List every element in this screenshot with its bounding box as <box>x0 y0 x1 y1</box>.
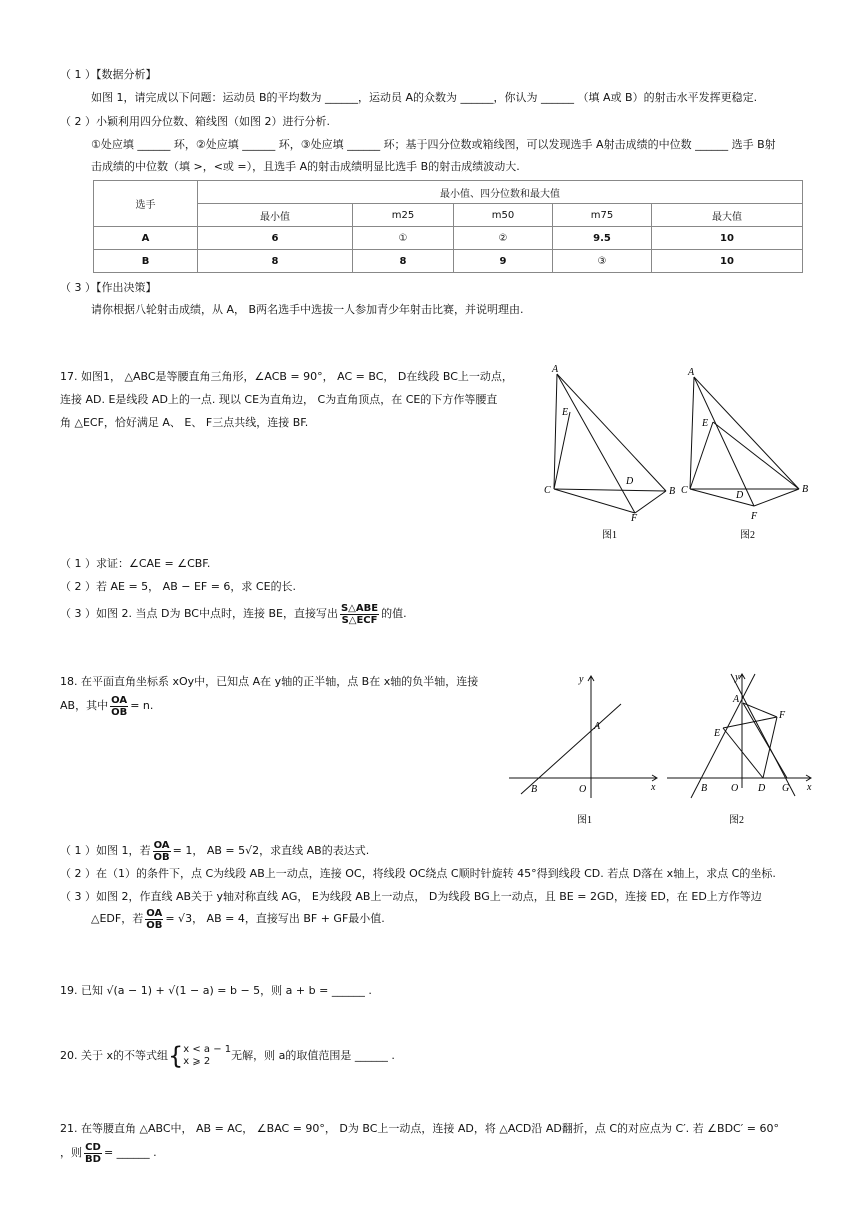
table-row <box>94 227 803 250</box>
q18-line2-text: AB，其中 <box>60 699 109 712</box>
q18-fig1-caption: 图1 <box>577 815 592 826</box>
axis-label-y: y <box>579 674 584 685</box>
q16-part3-text: 请你根据八轮射击成绩，从 A， B两名选手中选拔一人参加青少年射击比赛，并说明理由. <box>91 303 524 316</box>
q17-sub1: （ 1 ）求证：∠CAE = ∠CBF. <box>60 557 211 570</box>
oa-ob-fraction <box>153 840 171 863</box>
fig-label-f: F <box>779 710 786 721</box>
q17-line2: 连接 AD. E是线段 AD上的一点. 现以 CE为直角边， C为直角顶点，在 CE的下方作等腰直 <box>60 393 498 406</box>
q21-line2-text: ，则 <box>60 1146 82 1159</box>
q16-part1-label: （ 1 ）【数据分析】 <box>60 68 157 81</box>
fraction-denominator: OB <box>153 851 170 863</box>
header-m75: m75 <box>553 204 652 227</box>
q20-tail: 无解，则 a的取值范围是 ______ . <box>231 1049 395 1062</box>
row-b-min: 8 <box>198 250 353 273</box>
q16-part2-line2: 击成绩的中位数（填 >，<或 =），且选手 A的射击成绩明显比选手 B的射击成绩波动大. <box>91 160 520 173</box>
q17-sub3-tail: 的值. <box>381 607 407 620</box>
q17-figure-2 <box>680 362 820 547</box>
q18-line2 <box>60 693 153 719</box>
fig-label-b: B <box>802 484 809 495</box>
q21-line2 <box>60 1140 157 1166</box>
fraction-numerator: OA <box>146 907 163 919</box>
row-a-m75: 9.5 <box>553 227 652 250</box>
fraction-denominator: OB <box>111 706 128 718</box>
q18-sub3-line2 <box>91 906 385 932</box>
q18-fig2-caption: 图2 <box>729 815 744 826</box>
row-b-m75: ③ <box>553 250 652 273</box>
q20-line <box>60 1042 395 1070</box>
fig-label-a: A <box>594 721 601 732</box>
fig-label-e: E <box>714 728 721 739</box>
inequality-system <box>183 1044 231 1068</box>
fig-label-c: C <box>544 485 551 496</box>
q17-fig2-caption: 图2 <box>740 530 755 541</box>
fig-label-b: B <box>531 784 538 795</box>
q17-sub3-text: （ 3 ）如图 2. 当点 D为 BC中点时，连接 BE，直接写出 <box>60 607 338 620</box>
q18-sub3-line2-text: △EDF，若 <box>91 912 144 925</box>
row-b-max: 10 <box>652 250 803 273</box>
header-min: 最小值 <box>198 204 353 227</box>
group-header: 最小值、四分位数和最大值 <box>198 181 803 204</box>
row-a-m25: ① <box>353 227 454 250</box>
inequality-1: x < a − 1 <box>183 1044 232 1055</box>
row-b-m50: 9 <box>454 250 553 273</box>
inequality-2: x ⩾ 2 <box>183 1056 211 1067</box>
q21-line2-tail: = ______ . <box>103 1146 157 1159</box>
area-ratio-fraction <box>340 603 379 626</box>
table-row <box>94 250 803 273</box>
fig-label-d: D <box>736 490 744 501</box>
fig-label-a: A <box>733 694 740 705</box>
q19-text: 19. 已知 √(a − 1) + √(1 − a) = b − 5，则 a + b = ______ . <box>60 984 372 997</box>
q17-fig1-caption: 图1 <box>602 530 617 541</box>
q16-part2-label: （ 2 ）小颖利用四分位数、箱线图（如图 2）进行分析. <box>60 115 330 128</box>
q21-line1: 21. 在等腰直角 △ABC中， AB = AC， ∠BAC = 90°， D为 BC上一动点，连接 AD，将 △ACD沿 AD翻折，点 C的对应点为 C′. 若 ∠BDC′ = 60° <box>60 1122 779 1135</box>
fig-label-d: D <box>758 783 766 794</box>
fig-label-b: B <box>669 486 676 497</box>
q18-line2-tail: = n. <box>130 699 154 712</box>
row-a-player: A <box>94 227 198 250</box>
origin-label: O <box>579 784 587 795</box>
fig-label-a: A <box>688 367 695 378</box>
q18-sub3-line2-tail: = √3， AB = 4，直接写出 BF + GF最小值. <box>165 912 385 925</box>
fraction-denominator: OB <box>146 919 163 931</box>
q18-figure-2 <box>663 668 818 833</box>
row-b-m25: 8 <box>353 250 454 273</box>
q17-line1: 17. 如图1， △ABC是等腰直角三角形，∠ACB = 90°， AC = BC， D在线段 BC上一动点， <box>60 370 513 383</box>
axis-label-x: x <box>807 782 812 793</box>
q18-sub1 <box>60 838 369 864</box>
player-header: 选手 <box>94 181 198 227</box>
fig-label-a: A <box>552 364 559 375</box>
fig-label-g: G <box>782 783 790 794</box>
header-m50: m50 <box>454 204 553 227</box>
q18-figure-1 <box>505 668 665 833</box>
fig-label-f: F <box>751 511 758 522</box>
cd-bd-fraction <box>84 1142 102 1165</box>
fig-label-e: E <box>702 418 709 429</box>
fraction-numerator: OA <box>153 839 170 851</box>
header-m25: m25 <box>353 204 454 227</box>
row-a-min: 6 <box>198 227 353 250</box>
q17-figure-1 <box>540 362 680 547</box>
oa-ob-fraction <box>110 695 128 718</box>
row-a-m50: ② <box>454 227 553 250</box>
q16-part2-line1: ①处应填 ______ 环，②处应填 ______ 环，③处应填 ______ 环；基于四分位数或箱线图，可以发现选手 A射击成绩的中位数 ______ 选手 B射 <box>91 138 776 151</box>
fraction-denominator: S△ECF <box>341 614 378 626</box>
fig-label-f: F <box>631 513 638 524</box>
q18-sub3-line1: （ 3 ）如图 2，作直线 AB关于 y轴对称直线 AG， E为线段 AB上一动点， D为线段 BG上一动点，且 BE = 2GD，连接 ED，在 ED上方作等边 <box>60 890 762 903</box>
axis-label-x: x <box>651 782 656 793</box>
fraction-numerator: S△ABE <box>340 602 379 614</box>
origin-label: O <box>731 783 739 794</box>
score-table <box>93 180 803 273</box>
fraction-numerator: CD <box>85 1141 101 1153</box>
q18-sub1-text: （ 1 ）如图 1，若 <box>60 844 151 857</box>
q20-text: 20. 关于 x的不等式组 <box>60 1049 168 1062</box>
q18-sub2: （ 2 ）在（1）的条件下，点 C为线段 AB上一动点，连接 OC，将线段 OC绕点 C顺时针旋转 45°得到线段 CD. 若点 D落在 x轴上，求点 C的坐标. <box>60 867 776 880</box>
oa-ob-fraction <box>145 908 163 931</box>
fig-label-b: B <box>701 783 708 794</box>
fig-label-d: D <box>626 476 634 487</box>
q18-sub1-tail: = 1， AB = 5√2，求直线 AB的表达式. <box>172 844 370 857</box>
q17-line3: 角 △ECF，恰好满足 A、 E、 F三点共线，连接 BF. <box>60 416 309 429</box>
q16-part3-label: （ 3 ）【作出决策】 <box>60 281 157 294</box>
row-a-max: 10 <box>652 227 803 250</box>
row-b-player: B <box>94 250 198 273</box>
system-brace: { <box>168 1042 184 1070</box>
fig-label-e: E <box>562 407 569 418</box>
q17-sub3 <box>60 601 407 627</box>
q16-part1-text: 如图 1，请完成以下问题：运动员 B的平均数为 ______，运动员 A的众数为 ______，你认为 ______ （填 A或 B）的射击水平发挥更稳定. <box>91 91 758 104</box>
fig-label-c: C <box>681 485 688 496</box>
axis-label-y: y <box>735 672 740 683</box>
fraction-denominator: BD <box>85 1153 101 1165</box>
q17-sub2: （ 2 ）若 AE = 5， AB − EF = 6，求 CE的长. <box>60 580 297 593</box>
header-max: 最大值 <box>652 204 803 227</box>
fraction-numerator: OA <box>111 694 128 706</box>
q18-line1: 18. 在平面直角坐标系 xOy中，已知点 A在 y轴的正半轴，点 B在 x轴的负半轴，连接 <box>60 675 479 688</box>
